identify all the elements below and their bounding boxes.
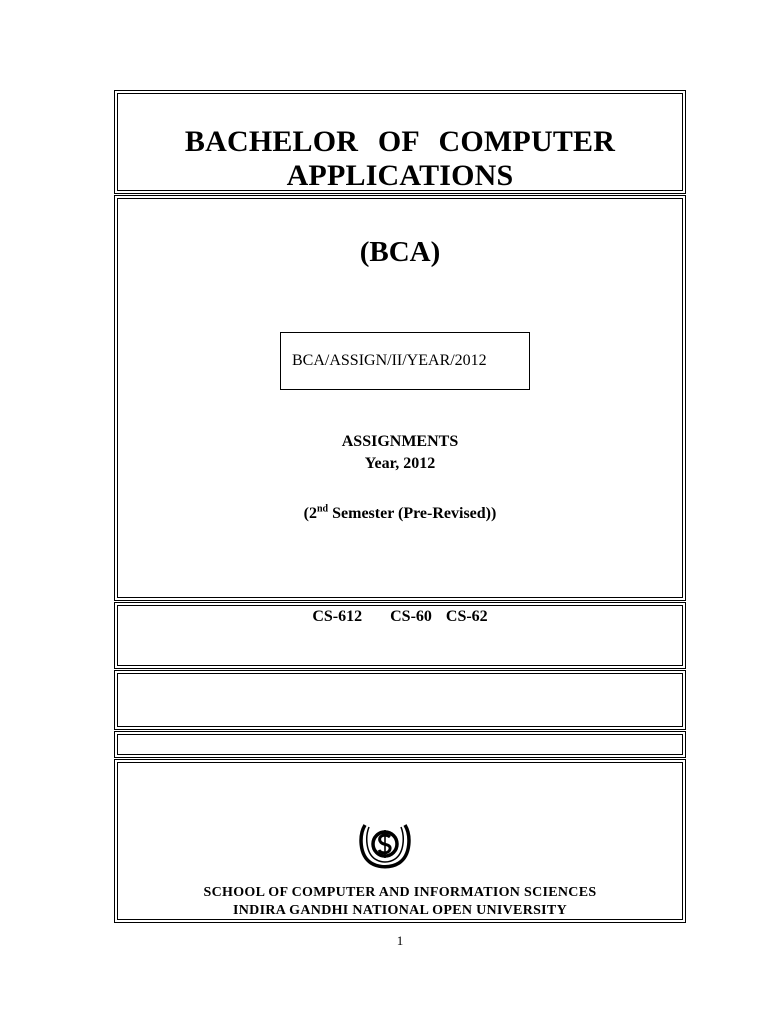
school-line-1: SCHOOL OF COMPUTER AND INFORMATION SCIENCES [203, 885, 597, 900]
school-name [118, 884, 682, 920]
assignment-code-box [280, 332, 530, 390]
course-code: CS-60 [390, 608, 432, 625]
semester-label [118, 505, 682, 523]
ignou-emblem-icon [357, 821, 413, 869]
courses-box [114, 602, 686, 669]
semester-ordinal: nd [316, 503, 329, 515]
school-line-2: INDIRA GANDHI NATIONAL OPEN UNIVERSITY [233, 903, 567, 918]
assignments-label: ASSIGNMENTS [341, 433, 459, 450]
course-codes [118, 608, 682, 626]
page-number: 1 [396, 933, 404, 948]
title-box [114, 90, 686, 194]
footer-box [114, 759, 686, 923]
title-line-2: APPLICATIONS [286, 159, 514, 192]
program-box [114, 195, 686, 601]
title-line-1: BACHELOR OF COMPUTER [184, 125, 616, 158]
document-title [118, 125, 682, 193]
assignments-year: Year, 2012 [364, 455, 436, 472]
course-code: CS-62 [445, 608, 488, 625]
empty-box [114, 670, 686, 730]
course-code: CS-612 [312, 608, 363, 625]
assignment-code: BCA/ASSIGN/II/YEAR/2012 [292, 352, 487, 369]
semester-suffix: Semester (Pre-Revised)) [328, 505, 497, 522]
assignments-heading [118, 431, 682, 475]
program-abbreviation: (BCA) [359, 236, 441, 268]
empty-box [114, 731, 686, 758]
semester-prefix: (2 [303, 505, 317, 522]
